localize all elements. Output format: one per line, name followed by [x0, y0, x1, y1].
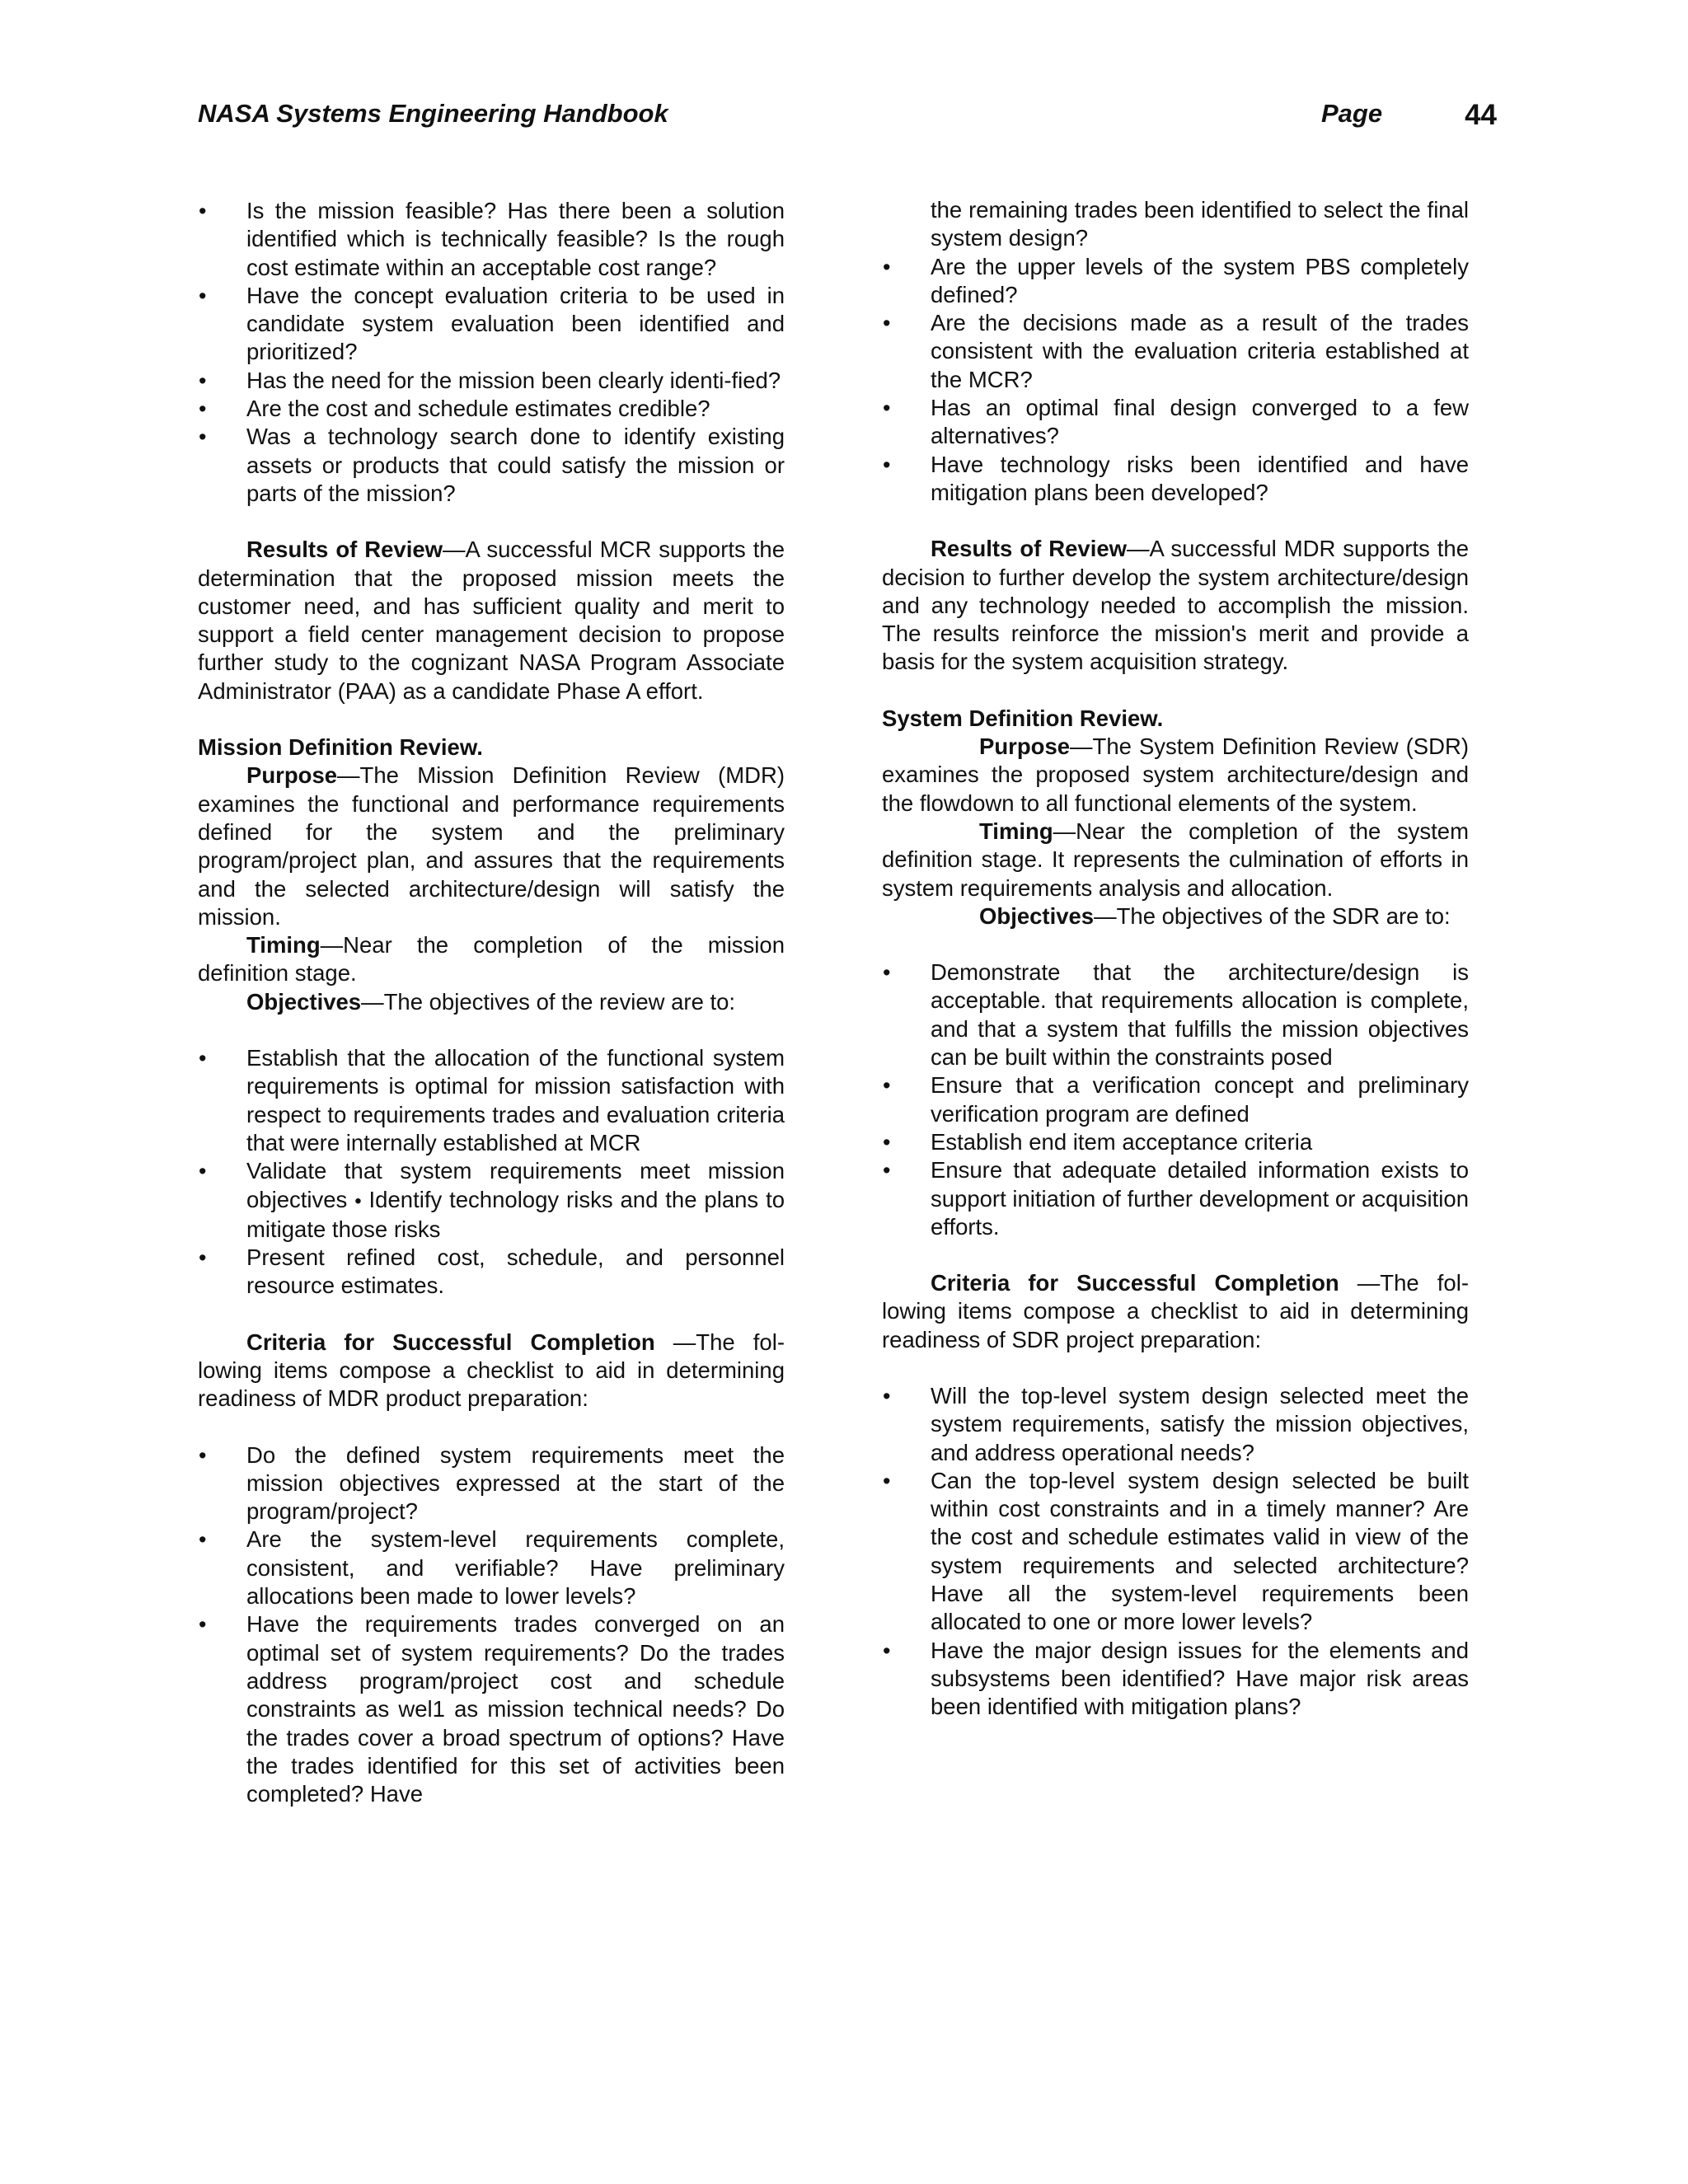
list-item: • Are the decisions made as a result of the trades consistent with the evaluation criteria established at the MCR? — [882, 309, 1469, 394]
mdr-objectives-paragraph — [198, 988, 785, 1016]
left-column — [198, 197, 785, 1808]
mdr-objectives-list — [198, 1044, 785, 1301]
label: Timing — [979, 818, 1053, 844]
mdr-criteria-list-continued — [882, 253, 1469, 508]
page-label: Page — [1321, 99, 1383, 128]
label: Results of Review — [931, 536, 1128, 562]
list-item: • Have the concept evaluation criteria to be used in candidate system evaluation been identified and prioritized? — [198, 282, 785, 367]
list-item: • Ensure that adequate detailed information exists to support initiation of further development or acquisition efforts. — [882, 1156, 1469, 1241]
mdr-purpose-paragraph — [198, 762, 785, 931]
sdr-criteria-paragraph — [882, 1269, 1469, 1354]
body-text: —The fol-lowing items compose a checklist to aid in determining readiness of MDR product preparation: — [198, 1329, 785, 1412]
list-item: • Have the requirements trades converged on an optimal set of system requirements? Do the trades address program/project cost and schedule constraints as wel1 as mission technical needs? Do the trades cover a broad spectrum of options? Have the trades identified for this set of activities been completed? Have — [198, 1610, 785, 1808]
section-heading: Mission Definition Review. — [198, 734, 483, 761]
list-item: • Do the defined system requirements meet the mission objectives expressed at the start of the program/project? — [198, 1441, 785, 1526]
label: Objectives — [979, 902, 1095, 929]
list-item: • Present refined cost, schedule, and personnel resource estimates. — [198, 1244, 785, 1301]
list-item: • Are the upper levels of the system PBS completely defined? — [882, 253, 1469, 310]
list-item: • Establish that the allocation of the functional system requirements is optimal for mission satisfaction with respect to requirements trades and evaluation criteria that were internally established at MCR — [198, 1044, 785, 1157]
list-item: • Demonstrate that the architecture/design is acceptable. that requirements allocation is complete, and that a system that fulfills the mission objectives can be built within the constraints posed — [882, 958, 1469, 1071]
list-item: • Establish end item acceptance criteria — [882, 1128, 1469, 1156]
mcr-results-paragraph — [198, 536, 785, 705]
list-item — [198, 1157, 785, 1244]
body-text: —A successful MDR supports the decision to further develop the system architecture/design and any technology needed to accomplish the mission. The results reinforce the mission's merit and provide a basis for the system acquisition strategy. — [882, 536, 1469, 675]
body-text: Validate that system requirements meet mission objectives — [246, 1158, 785, 1212]
sdr-objectives-paragraph — [882, 902, 1469, 930]
body-text: —The fol-lowing items compose a checklist to aid in determining readiness of SDR project preparation: — [882, 1270, 1469, 1352]
body-text: —Near the completion of the system definition stage. It represents the culmination of efforts in system requirements analysis and allocation. — [882, 818, 1469, 901]
handbook-title: NASA Systems Engineering Handbook — [198, 99, 668, 128]
sdr-timing-paragraph — [882, 818, 1469, 902]
mdr-results-paragraph — [882, 535, 1469, 676]
mdr-timing-paragraph — [198, 931, 785, 988]
list-item: • Was a technology search done to identify existing assets or products that could satisfy the mission or parts of the mission? — [198, 423, 785, 508]
page-number: 44 — [1465, 99, 1497, 131]
list-item: • Have technology risks been identified and have mitigation plans been developed? — [882, 451, 1469, 508]
label: Timing — [246, 932, 321, 958]
body-text: —The objectives of the review are to: — [361, 988, 736, 1015]
list-item: • Are the system-level requirements complete, consistent, and verifiable? Have preliminary allocations been made to lower levels? — [198, 1526, 785, 1610]
body-text: Identify technology risks and the plans to mitigate those risks — [246, 1186, 785, 1242]
sdr-criteria-list — [882, 1382, 1469, 1722]
list-item: • Are the cost and schedule estimates credible? — [198, 395, 785, 423]
list-item: • Will the top-level system design selected meet the system requirements, satisfy the mission objectives, and address operational needs? — [882, 1382, 1469, 1467]
list-item: • Has an optimal final design converged to a few alternatives? — [882, 394, 1469, 451]
label: Results of Review — [246, 537, 443, 563]
mcr-criteria-list — [198, 197, 785, 508]
body-text: —The Mission Definition Review (MDR) examines the functional and performance requirements defined for the system and the preliminary program/project plan, and assures that the requirements and the selected architecture/design will satisfy the mission. — [198, 762, 785, 930]
body-text: —The System Definition Review (SDR) examines the proposed system architecture/design and the flowdown to all functional elements of the system. — [882, 733, 1469, 816]
body-text: —The objectives of the SDR are to: — [1094, 902, 1451, 929]
list-item: • Have the major design issues for the elements and subsystems been identified? Have major risk areas been identified with mitigation plans? — [882, 1637, 1469, 1722]
list-item: • Can the top-level system design selected be built within cost constraints and in a timely manner? Are the cost and schedule estimates valid in view of the system requirements and selected architecture? Have all the system-level requirements been allocated to one or more lower levels? — [882, 1467, 1469, 1637]
list-item-continuation: the remaining trades been identified to select the final system design? — [931, 197, 1469, 251]
list-item: • Is the mission feasible? Has there been a solution identified which is technically feasible? Is the rough cost estimate within an acceptable cost range? — [198, 197, 785, 282]
label: Purpose — [246, 762, 338, 789]
section-heading: System Definition Review. — [882, 705, 1164, 731]
body-text: —Near the completion of the mission definition stage. — [198, 932, 785, 987]
right-column — [882, 196, 1469, 1722]
mdr-criteria-paragraph — [198, 1329, 785, 1413]
mdr-criteria-list — [198, 1441, 785, 1809]
sdr-purpose-paragraph — [882, 733, 1469, 818]
body-text: —A successful MCR supports the determination that the proposed mission meets the customer need, and has sufficient quality and merit to support a field center management decision to propose further study to the cognizant NASA Program Associate Administrator (PAA) as a candidate Phase A effort. — [198, 537, 785, 704]
list-item: • Has the need for the mission been clearly identi-fied? — [198, 367, 785, 395]
page-header — [198, 97, 1497, 138]
label: Purpose — [979, 733, 1071, 760]
label: Criteria for Successful Completion — [931, 1270, 1339, 1296]
list-item: • Ensure that a verification concept and preliminary verification program are defined — [882, 1071, 1469, 1128]
sdr-objectives-list — [882, 958, 1469, 1241]
label: Criteria for Successful Completion — [246, 1329, 655, 1355]
label: Objectives — [246, 988, 362, 1015]
inline-bullet-glyph: • — [354, 1189, 362, 1212]
